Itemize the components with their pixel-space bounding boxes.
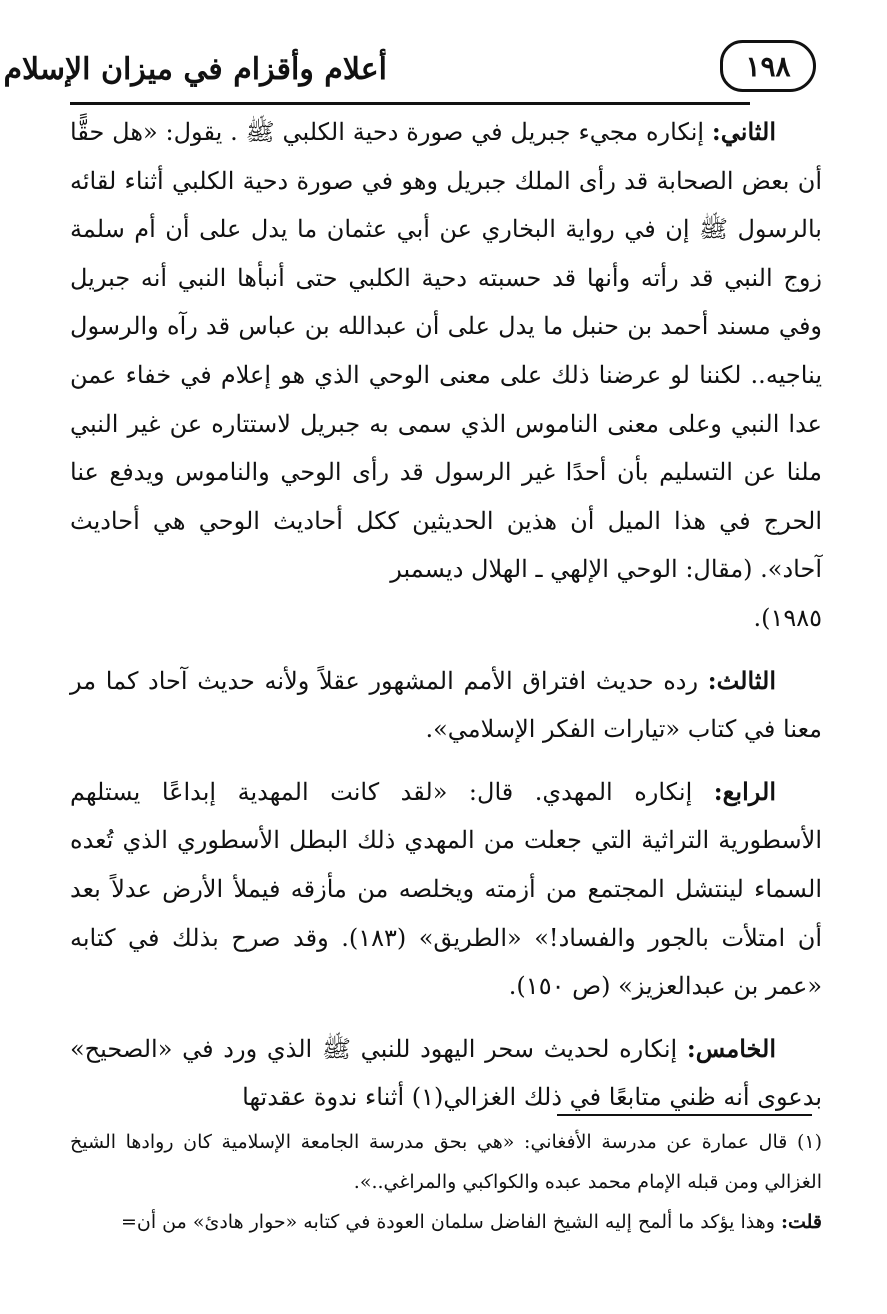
footnote-text: وهذا يؤكد ما ألمح إليه الشيخ الفاضل سلمان العودة في كتابه «حوار هادئ» من أن= [120,1211,781,1233]
paragraph-lead: الخامس: [686,1033,777,1063]
paragraph-third [70,657,822,754]
paragraph-fourth [70,768,822,1011]
book-title: أعلام وأقزام في ميزان الإسلام [3,52,387,87]
footnote-1 [70,1122,822,1202]
footnote-marker: (١) [796,1131,822,1153]
paragraph-fifth [70,1025,822,1122]
paragraph-lead: الثاني: [711,117,776,146]
footnote-remark [70,1202,822,1242]
paragraph-lead: الثالث: [707,665,776,695]
page-number: ١٩٨ [745,49,791,83]
paragraph-text: إنكاره المهدي. قال: «لقد كانت المهدية إبداعًا يستلهم الأسطورية التراثية التي جعلت من المهدي ذلك البطل الأسطوري الذي تُعده السماء لينتشل المجتمع من أزمته ويخلصه من مأزقه فيملأ الأرض عدلاً بعد أن امتلأت بالجور والفساد!» «الطريق» (١٨٣). وقد صرح بذلك في كتابه «عمر بن عبدالعزيز» (ص ١٥٠). [70,777,822,1001]
paragraph-text: رده حديث افتراق الأمم المشهور عقلاً ولأنه حديث آحاد كما مر معنا في كتاب «تيارات الفكر الإسلامي». [70,666,822,744]
footnote-rule [557,1114,812,1116]
paragraph-text: إنكاره مجيء جبريل في صورة دحية الكلبي ﷺ . يقول: «هل حقًّا أن بعض الصحابة قد رأى الملك جبريل وهو في صورة دحية الكلبي أثناء لقائه بالرسول ﷺ إن في رواية البخاري عن أبي عثمان ما يدل على أن أم سلمة زوج النبي قد رأته وأنها قد حسبته دحية الكلبي حتى أنبأها النبي أنه جبريل وفي مسند أحمد بن حنبل ما يدل على أن عبدالله بن عباس قد رآه والرسول يناجيه.. لكننا لو عرضنا ذلك على معنى الوحي الذي هو إعلام في خفاء عمن عدا النبي وعلى معنى الناموس الذي سمى به جبريل لاستتاره عن غير النبي ملنا عن التسليم بأن أحدًا غير الرسول قد رأى الوحي والناموس ويدفع عنا الحرج في هذا الميل أن هذين الحديثين ككل أحاديث الوحي هي أحاديث آحاد». (مقال: الوحي الإلهي ـ الهلال ديسمبر [70,118,822,584]
paragraph-end: ١٩٨٥). [753,603,822,632]
footnote-lead: قلت: [780,1211,822,1233]
footnotes [70,1122,822,1242]
running-header [3,38,822,102]
paragraph-lead: الرابع: [713,776,776,806]
footnote-text: قال عمارة عن مدرسة الأفغاني: «هي بحق مدرسة الجامعة الإسلامية كان روادها الشيخ الغزالي ومن قبله الإمام محمد عبده والكواكبي والمراغي..». [70,1131,822,1193]
header-rule [70,102,750,105]
page-number-badge [720,40,816,92]
paragraph-text: إنكاره لحديث سحر اليهود للنبي ﷺ الذي ورد في «الصحيح» بدعوى أنه ظني متابعًا في ذلك الغزالي(١) أثناء ندوة عقدتها [70,1034,822,1112]
main-text [70,108,822,1122]
paragraph-second [70,108,822,643]
